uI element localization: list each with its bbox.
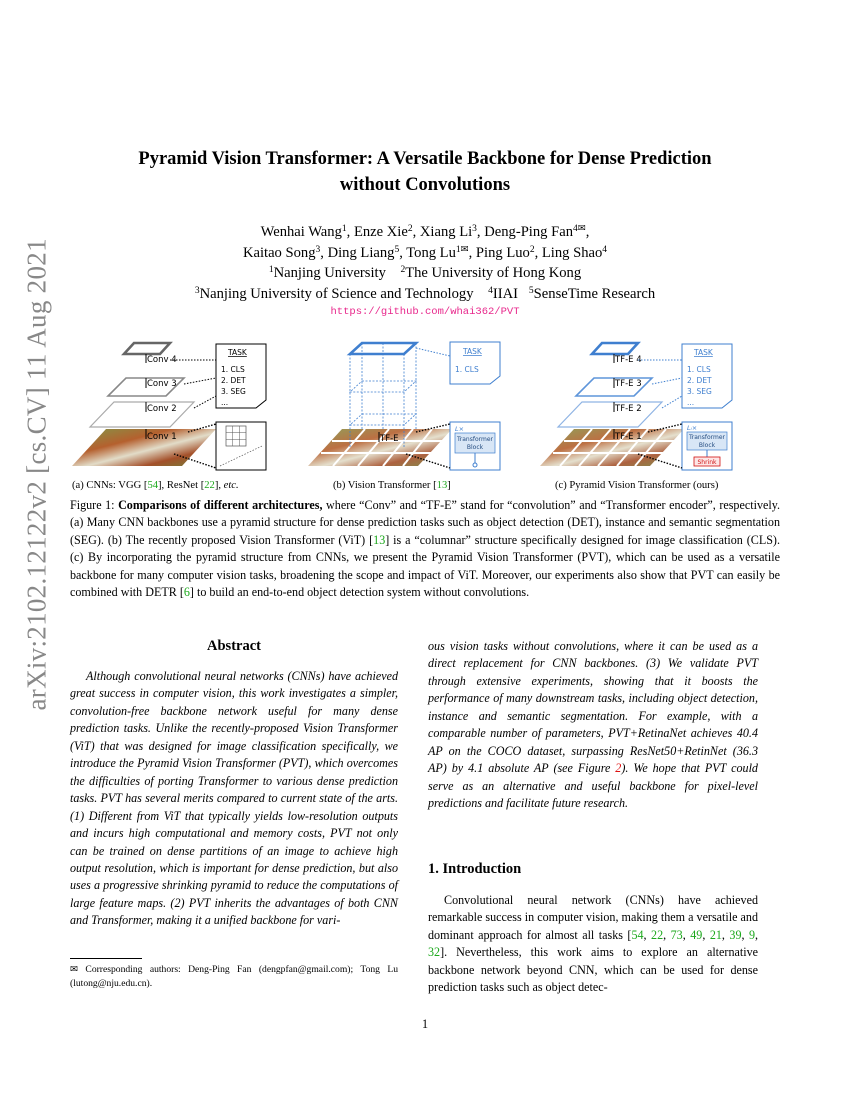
tf-e1-label: TF-E 1 xyxy=(615,432,642,442)
citation-link[interactable]: 22 xyxy=(651,927,664,942)
subcap-text: etc. xyxy=(223,480,239,491)
block-label-1: Transformer xyxy=(456,436,494,443)
paper-title xyxy=(80,146,770,198)
caption-label: Figure 1: xyxy=(70,498,119,512)
task-item: 2. DET xyxy=(687,376,712,385)
affiliation: IIAI xyxy=(492,285,518,302)
subcap-text: ], xyxy=(214,480,224,491)
citation-link[interactable]: 6 xyxy=(183,585,190,600)
author-sup: 2 xyxy=(529,244,535,255)
conv2-map xyxy=(90,402,194,427)
author-sup: 1 xyxy=(341,224,347,234)
author-name: Ping Luo xyxy=(475,244,530,261)
title-line-1: Pyramid Vision Transformer: A Versatile Backbone for Dense Prediction xyxy=(138,149,712,169)
author-name: Ling Shao xyxy=(541,244,603,261)
affiliations-line-2 xyxy=(80,284,770,305)
affiliation: Nanjing University of Science and Technology xyxy=(199,285,474,302)
figure-caption xyxy=(70,497,780,601)
architecture-figure xyxy=(70,336,780,472)
introduction-heading: 1. Introduction xyxy=(428,861,522,877)
author-name: Xiang Li xyxy=(419,224,473,240)
block-label-2: Block xyxy=(698,442,716,449)
task-label: TASK xyxy=(228,348,247,357)
page-number: 1 xyxy=(421,1017,429,1031)
author-sup: 4 xyxy=(602,244,608,255)
task-item: 1. CLS xyxy=(687,365,711,374)
author-name: Wenhai Wang xyxy=(260,224,342,240)
subcap-text: (a) CNNs: VGG [ xyxy=(72,480,148,491)
affil-sup: 1 xyxy=(268,265,274,275)
footnote: ✉ Corresponding authors: Deng-Ping Fan (dengpfan@gmail.com); Tong Lu (lutong@nju.edu.cn). xyxy=(70,964,398,989)
caption-text: where “Conv” and “TF-E” stand for “convolution” and “Transformer encoder”, respectively. (a) Many CNN backbones use a pyramid structure for dense prediction tasks such as object detection (DET), instance and semantic segmentation (SEG). (b) The recently proposed Vision Transformer (ViT) [ xyxy=(70,498,780,547)
pvt-panel xyxy=(540,343,732,470)
subcaption-b xyxy=(333,480,451,491)
task-label: TASK xyxy=(694,348,713,357)
affil-sup: 3 xyxy=(194,285,200,296)
vit-panel xyxy=(308,342,500,470)
tf-e2-label: TF-E 2 xyxy=(615,404,642,414)
task-item: ... xyxy=(687,398,695,407)
subcap-text: ], ResNet [ xyxy=(158,480,205,491)
task-label: TASK xyxy=(463,347,482,356)
citation-link[interactable]: 22 xyxy=(204,480,215,491)
block-label-2: Block xyxy=(466,444,484,451)
affil-sup: 2 xyxy=(400,265,406,275)
author-sup: 4✉ xyxy=(573,224,586,234)
abstract-paragraph: ). We hope that PVT could serve as an alternative and useful backbone for pixel-level predictions and facilitate future research. xyxy=(428,761,758,811)
conv2-label: Conv 2 xyxy=(147,404,177,414)
footnote-rule xyxy=(70,958,142,959)
block-label-1: Transformer xyxy=(688,434,726,441)
citation-link[interactable]: 39 xyxy=(729,927,742,942)
caption-text: ] is a “columnar” structure specifically designed for image classification (CLS). (c) By incorporating the pyramid structure from CNNs, we present the Pyramid Vision Transformer (PVT), which can be used as a versatile backbone for many computer vision tasks, broadening the scope and impact of ViT. Moreover, our experiments also show that PVT can easily be combined with DETR [ xyxy=(70,532,780,600)
author-sup: 5 xyxy=(394,244,400,255)
intro-paragraph: Convolutional neural network (CNNs) have achieved remarkable success in computer vision, making them a versatile and dominant approach for almost all tasks [ xyxy=(428,893,758,942)
affiliation: The University of Hong Kong xyxy=(405,265,582,281)
affiliation: SenseTime Research xyxy=(533,285,656,302)
subcap-text: (b) Vision Transformer [ xyxy=(333,480,437,491)
author-sup: 3 xyxy=(472,224,477,234)
task-item: 1. CLS xyxy=(221,365,245,374)
citation-link[interactable]: 13 xyxy=(373,532,386,547)
abstract-heading: Abstract xyxy=(207,638,261,654)
abstract-text-col2 xyxy=(428,638,758,813)
task-item: ... xyxy=(221,398,229,407)
affiliation: Nanjing University xyxy=(273,265,386,281)
author-sup: 1✉ xyxy=(455,244,469,255)
tf-e4-map xyxy=(592,343,638,354)
tf-e3-label: TF-E 3 xyxy=(615,379,642,389)
caption-text: ] to build an end-to-end object detection system without convolutions. xyxy=(189,585,530,600)
abstract-paragraph: Although convolutional neural networks (CNNs) have achieved great success in computer vision, this work investigates a simpler, convolution-free backbone network useful for many dense prediction tasks. Unlike the recently-proposed Vision Transformer (ViT) that was designed for image classification specifically, we introduce the Pyramid Vision Transformer (PVT), which overcomes the difficulties of porting Transformer to various dense prediction tasks. PVT has several merits compared to current state of the arts. (1) Different from ViT that typically yields low-resolution outputs and incurs high computational and memory costs, PVT not only can be trained on dense partitions of an image to achieve high output resolution, which is important for dense prediction, but also uses a progressive shrinking pyramid to reduce the computations of large feature maps. (2) PVT inherits the advantages of both CNN and Transformer, making it a unified backbone for vari- xyxy=(70,669,398,928)
title-line-2: without Convolutions xyxy=(339,175,511,195)
tf-e2-map xyxy=(558,402,662,427)
author-block xyxy=(80,222,770,304)
conv4-label: Conv 4 xyxy=(147,355,177,365)
citation-link[interactable]: 49 xyxy=(690,927,703,942)
intro-paragraph: ]. Nevertheless, this work aims to explore an alternative backbone network beyond CNN, which can be used for dense prediction tasks such as object detec- xyxy=(428,945,758,995)
abstract-text-col1 xyxy=(70,668,398,930)
author-sup: 3 xyxy=(315,244,321,255)
cnn-panel xyxy=(72,343,266,470)
author-name: Ding Liang xyxy=(327,244,395,261)
citation-link[interactable]: 13 xyxy=(436,480,448,491)
tf-e-label: TF-E xyxy=(380,434,399,444)
affiliations-line-1 xyxy=(80,263,770,284)
citation-link[interactable]: 54 xyxy=(631,927,644,942)
conv3-label: Conv 3 xyxy=(147,379,177,389)
introduction-text: Convolutional neural network (CNNs) have achieved remarkable success in computer vision, making them a versatile and dominant approach for almost all tasks [54, 22, 73, 49, 21, 39, 9, 32]. Nevertheless, this work aims to explore an alternative backbone network beyond CNN, which can be used for dense prediction tasks such as object detec- xyxy=(428,893,759,995)
task-item: 1. CLS xyxy=(455,365,479,374)
citation-link[interactable]: 73 xyxy=(670,927,683,942)
repeat-label: L× xyxy=(455,425,465,433)
author-name: Enze Xie xyxy=(353,224,408,240)
task-item: 3. SEG xyxy=(221,387,246,396)
affil-sup: 4 xyxy=(488,285,493,296)
affil-sup: 5 xyxy=(528,285,534,296)
abstract-paragraph: ous vision tasks without convolutions, where it can be used as a direct replacement for CNN backbones. (3) We validate PVT through extensive experiments, showing that it boosts the performance of many downstream tasks, including object detection, instance and semantic segmentation. For example, with a comparable number of parameters, PVT+RetinaNet achieves 40.4 AP on the COCO dataset, surpassing ResNet50+RetinNet (36.3 AP) by 4.1 absolute AP (see Figure xyxy=(428,639,758,776)
citation-link[interactable]: 32 xyxy=(428,945,441,960)
conv4-map xyxy=(124,343,170,354)
author-name: Kaitao Song xyxy=(242,244,316,261)
figure-ref-link[interactable]: 2 xyxy=(615,761,622,776)
task-item: 3. SEG xyxy=(687,387,712,396)
author-name: Deng-Ping Fan xyxy=(484,224,573,240)
authors-line-2: Kaitao Song$^3$, Ding Liang$^5$, Tong $Lu^{1✉}$, Ping Luo$^2$, Ling Shao$^4$ xyxy=(242,244,608,261)
author-sup: 2 xyxy=(407,224,413,234)
conv1-label: Conv 1 xyxy=(147,432,177,442)
authors-line-1: Wenhai Wang$^1$, Enze Xie$^2$, Xiang Li$^3$, Deng-Ping Fan$^{4✉}$, xyxy=(260,224,590,240)
shrink-label: Shrink xyxy=(697,459,717,466)
arxiv-stamp: arXiv:2102.12122v2 [cs.CV] 11 Aug 2021 xyxy=(21,238,52,711)
author-name: Tong Lu xyxy=(406,244,456,261)
caption-bold: Comparisons of different architectures, xyxy=(118,498,323,512)
subcaption-c: (c) Pyramid Vision Transformer (ours) xyxy=(555,480,719,491)
repeat-label: Lᵢ× xyxy=(687,424,698,432)
tf-e4-label: TF-E 4 xyxy=(615,355,642,365)
citation-link[interactable]: 21 xyxy=(709,927,722,942)
github-link[interactable]: https://github.com/whai362/PVT xyxy=(330,306,520,318)
citation-link[interactable]: 9 xyxy=(749,927,756,942)
subcap-text: ] xyxy=(447,480,451,491)
citation-link[interactable]: 54 xyxy=(147,480,159,491)
subcaption-a xyxy=(72,480,239,491)
task-item: 2. DET xyxy=(221,376,246,385)
